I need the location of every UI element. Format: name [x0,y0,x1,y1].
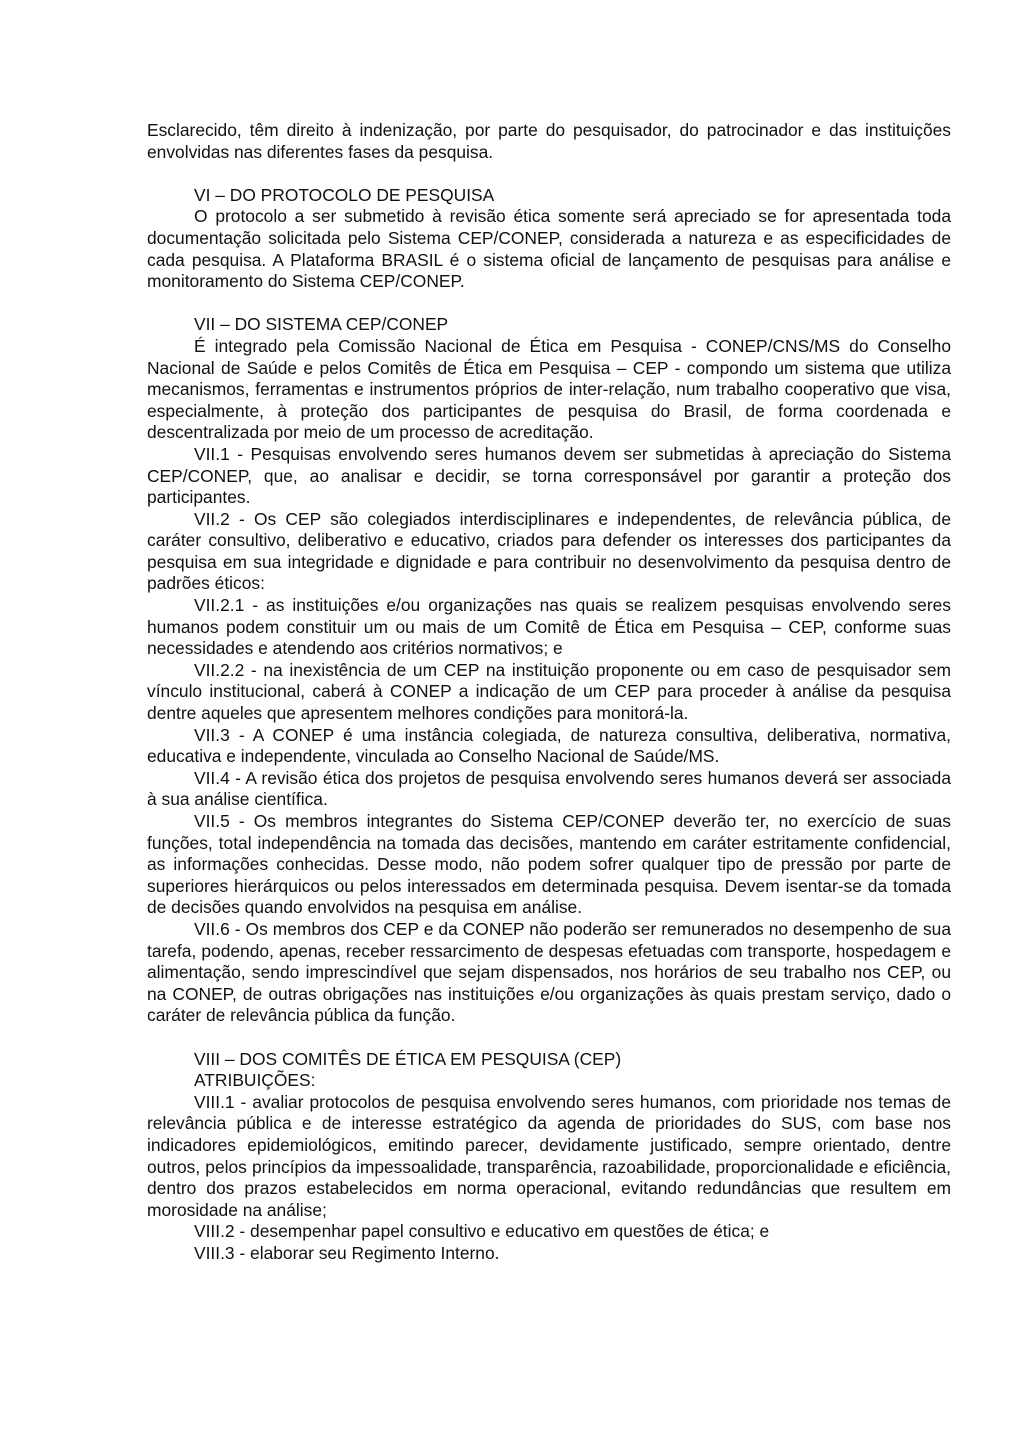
paragraph-vii-5: VII.5 - Os membros integrantes do Sistema CEP/CONEP deverão ter, no exercício de suas funções, total independência na tomada das decisões, mantendo em caráter estritamente confidencial, as informações conhecidas. Desse modo, não podem sofrer qualquer tipo de pressão por parte de superiores hierárquicos ou pelos interessados em determinada pesquisa. Devem isentar-se da tomada de decisões quando envolvidos na pesquisa em análise. [147,811,951,918]
paragraph-intro: Esclarecido, têm direito à indenização, por parte do pesquisador, do patrocinador e das instituições envolvidas nas diferentes fases da pesquisa. [147,120,951,162]
section-gap [147,293,951,315]
document-page [147,120,951,1264]
paragraph-viii-3: VIII.3 - elaborar seu Regimento Interno. [194,1242,500,1263]
paragraph-vii-2-2: VII.2.2 - na inexistência de um CEP na instituição proponente ou em caso de pesquisador sem vínculo institucional, caberá à CONEP a indicação de um CEP para proceder à análise da pesquisa dentre aqueles que apresentem melhores condições para monitorá-la. [147,659,951,724]
section-heading-vi: VI – DO PROTOCOLO DE PESQUISA [194,184,495,205]
paragraph-protocolo: O protocolo a ser submetido à revisão ética somente será apreciado se for apresentada toda documentação solicitada pelo Sistema CEP/CONEP, considerada a natureza e as especificidades de cada pesquisa. A Plataforma BRASIL é o sistema oficial de lançamento de pesquisas para análise e monitoramento do Sistema CEP/CONEP. [147,206,951,292]
section-heading-viii: VIII – DOS COMITÊS DE ÉTICA EM PESQUISA (CEP) [194,1048,622,1069]
paragraph-sistema: É integrado pela Comissão Nacional de Ética em Pesquisa - CONEP/CNS/MS do Conselho Nacional de Saúde e pelos Comitês de Ética em Pesquisa – CEP - compondo um sistema que utiliza mecanismos, ferramentas e instrumentos próprios de inter-relação, num trabalho cooperativo que visa, especialmente, à proteção dos participantes de pesquisa do Brasil, de forma coordenada e descentralizada por meio de um processo de acreditação. [147,335,951,443]
section-heading-vii: VII – DO SISTEMA CEP/CONEP [194,314,449,335]
paragraph-vii-1: VII.1 - Pesquisas envolvendo seres humanos devem ser submetidas à apreciação do Sistema CEP/CONEP, que, ao analisar e decidir, se torna corresponsável por garantir a proteção dos participantes. [147,443,951,508]
paragraph-vii-3: VII.3 - A CONEP é uma instância colegiada, de natureza consultiva, deliberativa, normativa, educativa e independente, vinculada ao Conselho Nacional de Saúde/MS. [147,724,951,767]
paragraph-vii-6: VII.6 - Os membros dos CEP e da CONEP não poderão ser remunerados no desempenho de sua tarefa, podendo, apenas, receber ressarcimento de despesas efetuadas com transporte, hospedagem e alimentação, sendo imprescindível que sejam dispensados, nos horários de seu trabalho nos CEP, ou na CONEP, de outras obrigações nas instituições e/ou organizações às quais prestam serviço, dado o caráter de relevância pública da função. [147,918,951,1026]
paragraph-viii-1: VIII.1 - avaliar protocolos de pesquisa envolvendo seres humanos, com prioridade nos temas de relevância pública e de interesse estratégico da agenda de prioridades do SUS, com base nos indicadores epidemiológicos, emitindo parecer, devidamente justificado, sempre orientado, dentre outros, pelos princípios da impessoalidade, transparência, razoabilidade, proporcionalidade e eficiência, dentro dos prazos estabelecidos em norma operacional, evitando redundâncias que resultem em morosidade na análise; [147,1091,951,1220]
section-gap [147,163,951,185]
subheading-atribuicoes: ATRIBUIÇÕES: [194,1070,316,1091]
paragraph-viii-2: VIII.2 - desempenhar papel consultivo e educativo em questões de ética; e [194,1221,770,1242]
paragraph-vii-2-1: VII.2.1 - as instituições e/ou organizações nas quais se realizem pesquisas envolvendo seres humanos podem constituir um ou mais de um Comitê de Ética em Pesquisa – CEP, conforme suas necessidades e atendendo aos critérios normativos; e [147,595,951,659]
paragraph-vii-2: VII.2 - Os CEP são colegiados interdisciplinares e independentes, de relevância pública, de caráter consultivo, deliberativo e educativo, criados para defender os interesses dos participantes da pesquisa em sua integridade e dignidade e para contribuir no desenvolvimento da pesquisa dentro de padrões éticos: [147,508,951,594]
section-gap [147,1027,951,1049]
paragraph-vii-4: VII.4 - A revisão ética dos projetos de pesquisa envolvendo seres humanos deverá ser associada à sua análise científica. [147,767,951,810]
